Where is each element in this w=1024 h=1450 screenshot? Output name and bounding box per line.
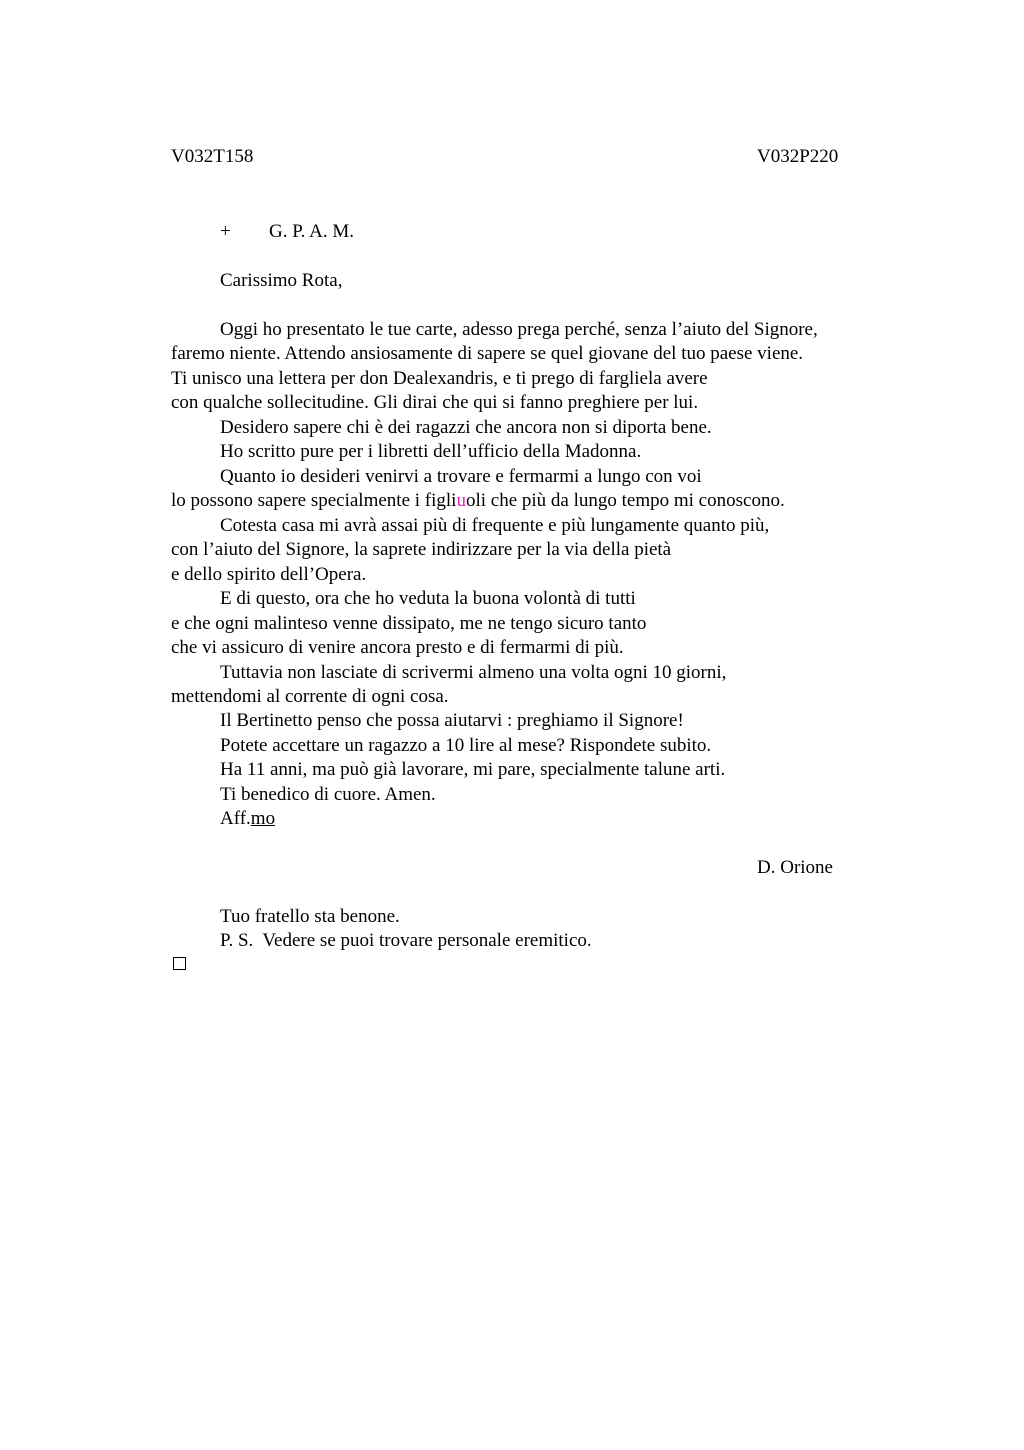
signature: D. Orione <box>757 857 833 878</box>
closing-prefix: Aff. <box>220 808 251 829</box>
body-line: Il Bertinetto penso che possa aiutarvi : preghiamo il Signore! <box>220 710 684 731</box>
body-line: Ti benedico di cuore. Amen. <box>220 784 436 805</box>
header-right-code: V032P220 <box>757 146 839 167</box>
invocation-cross: + <box>220 221 231 242</box>
body-line: e dello spirito dell’Opera. <box>171 564 367 585</box>
body-line: E di questo, ora che ho veduta la buona volontà di tutti <box>220 588 636 609</box>
header-left-code: V032T158 <box>171 146 254 167</box>
body-line: con qualche sollecitudine. Gli dirai che qui si fanno preghiere per lui. <box>171 392 699 413</box>
body-line: faremo niente. Attendo ansiosamente di sapere se quel giovane del tuo paese viene. <box>171 343 804 364</box>
body-line: Oggi ho presentato le tue carte, adesso prega perché, senza l’aiuto del Signore, <box>220 319 818 340</box>
body-line: Tuttavia non lasciate di scrivermi almeno una volta ogni 10 giorni, <box>220 662 727 683</box>
body-line: Potete accettare un ragazzo a 10 lire al mese? Rispondete subito. <box>220 735 712 756</box>
body-line: che vi assicuro di venire ancora presto e di fermarmi di più. <box>171 637 624 658</box>
postscript-line: Tuo fratello sta benone. <box>220 906 400 927</box>
body-line-part: oli che più da lungo tempo mi conoscono. <box>465 490 785 511</box>
body-line: Desidero sapere chi è dei ragazzi che ancora non si diporta bene. <box>220 417 712 438</box>
body-line: mettendomi al corrente di ogni cosa. <box>171 686 449 707</box>
closing-suffix: mo <box>250 808 276 829</box>
body-line: con l’aiuto del Signore, la saprete indirizzare per la via della pietà <box>171 539 672 560</box>
checkbox-square-icon <box>173 957 186 970</box>
postscript-line: P. S. Vedere se puoi trovare personale eremitico. <box>220 930 592 951</box>
body-line: Ho scritto pure per i libretti dell’ufficio della Madonna. <box>220 441 642 462</box>
salutation: Carissimo Rota, <box>220 270 343 291</box>
invocation-text: G. P. A. M. <box>269 221 354 242</box>
closing <box>220 807 275 831</box>
body-line: Ti unisco una lettera per don Dealexandris, e ti prego di fargliela avere <box>171 368 708 389</box>
body-line-part: lo possono sapere specialmente i figli <box>171 490 457 511</box>
body-line: e che ogni malinteso venne dissipato, me ne tengo sicuro tanto <box>171 613 647 634</box>
body-line: Cotesta casa mi avrà assai più di frequente e più lungamente quanto più, <box>220 515 770 536</box>
body-line: Ha 11 anni, ma può già lavorare, mi pare, specialmente talune arti. <box>220 759 726 780</box>
inserted-letter: u <box>456 490 466 511</box>
body-line: Quanto io desideri venirvi a trovare e fermarmi a lungo con voi <box>220 466 702 487</box>
body-line-with-correction <box>171 489 785 513</box>
